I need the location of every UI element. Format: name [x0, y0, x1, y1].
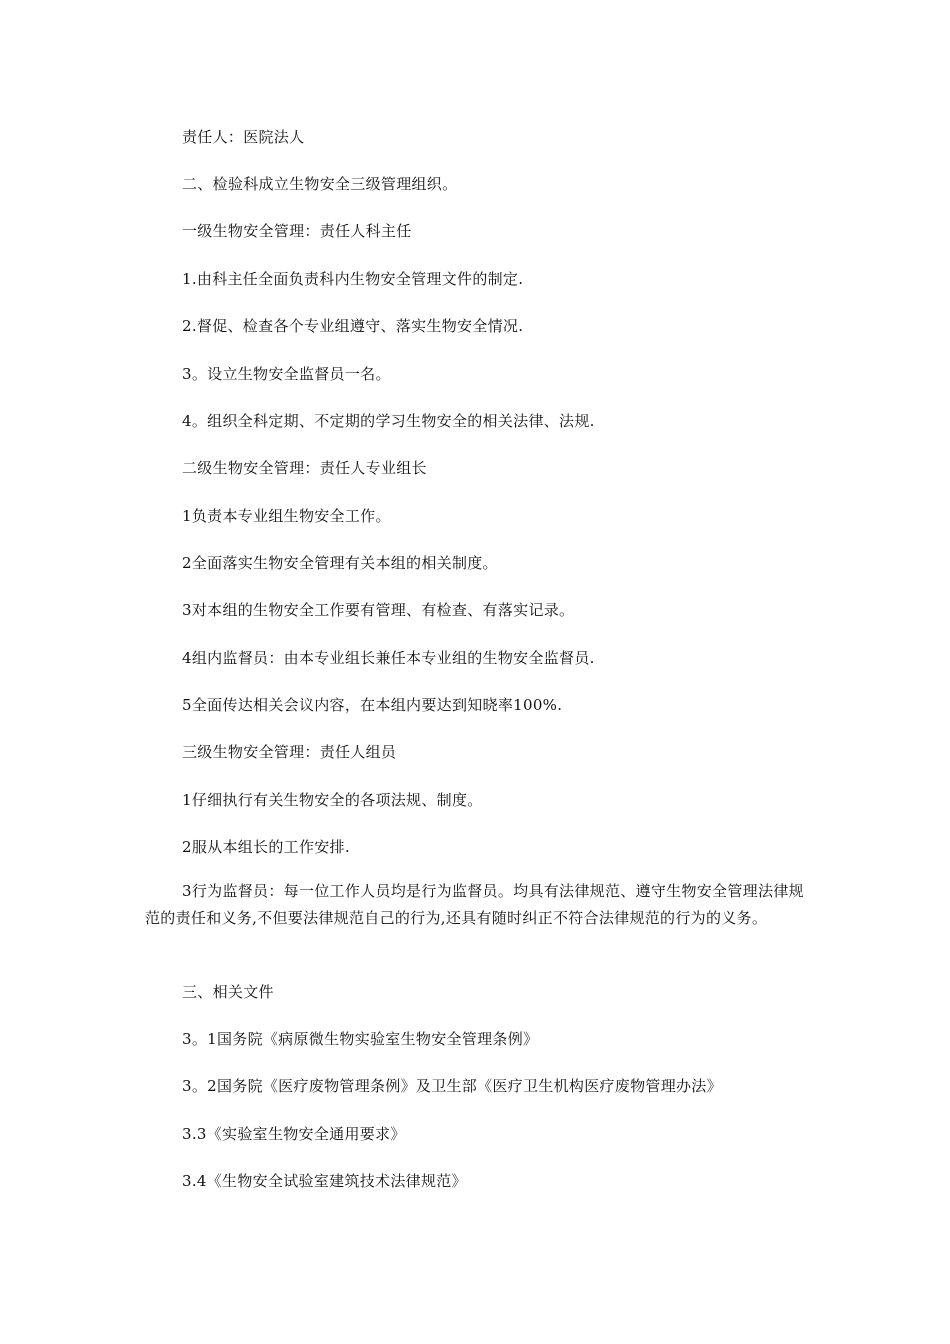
list-item: 3。设立生物安全监督员一名。 [182, 365, 391, 383]
level-one-heading: 一级生物安全管理：责任人科主任 [182, 222, 412, 240]
list-item: 2全面落实生物安全管理有关本组的相关制度。 [182, 554, 498, 572]
list-item: 4。组织全科定期、不定期的学习生物安全的相关法律、法规. [182, 412, 595, 430]
reference-item: 3.4《生物安全试验室建筑技术法律规范》 [182, 1172, 467, 1190]
list-item: 2服从本组长的工作安排. [182, 838, 350, 856]
list-item: 4组内监督员：由本专业组长兼任本专业组的生物安全监督员. [182, 649, 595, 667]
reference-item: 3.3《实验室生物安全通用要求》 [182, 1125, 406, 1143]
list-item: 5全面传达相关会议内容，在本组内要达到知晓率100%. [182, 696, 563, 714]
reference-item: 3。1国务院《病原微生物实验室生物安全管理条例》 [182, 1030, 539, 1048]
list-item: 1负责本专业组生物安全工作。 [182, 507, 391, 525]
list-item: 2.督促、检查各个专业组遵守、落实生物安全情况. [182, 317, 524, 335]
paragraph-text: 3行为监督员：每一位工作人员均是行为监督员。均具有法律规范、遵守生物安全管理法律规范的责任和义务,不但要法律规范自己的行为,还具有随时纠正不符合法律规范的行为的义务。 [145, 882, 804, 927]
level-three-heading: 三级生物安全管理：责任人组员 [182, 743, 397, 761]
paragraph-responsible-person: 责任人：医院法人 [182, 128, 305, 146]
list-item: 1.由科主任全面负责科内生物安全管理文件的制定. [182, 270, 524, 288]
list-item: 1仔细执行有关生物安全的各项法规、制度。 [182, 791, 483, 809]
section-heading-two: 二、检验科成立生物安全三级管理组织。 [182, 175, 458, 193]
level-two-heading: 二级生物安全管理：责任人专业组长 [182, 459, 427, 477]
list-item: 3对本组的生物安全工作要有管理、有检查、有落实记录。 [182, 601, 575, 619]
section-heading-three: 三、相关文件 [182, 983, 274, 1001]
paragraph-behavior-supervisor [145, 878, 805, 932]
reference-item: 3。2国务院《医疗废物管理条例》及卫生部《医疗卫生机构医疗废物管理办法》 [182, 1077, 722, 1095]
